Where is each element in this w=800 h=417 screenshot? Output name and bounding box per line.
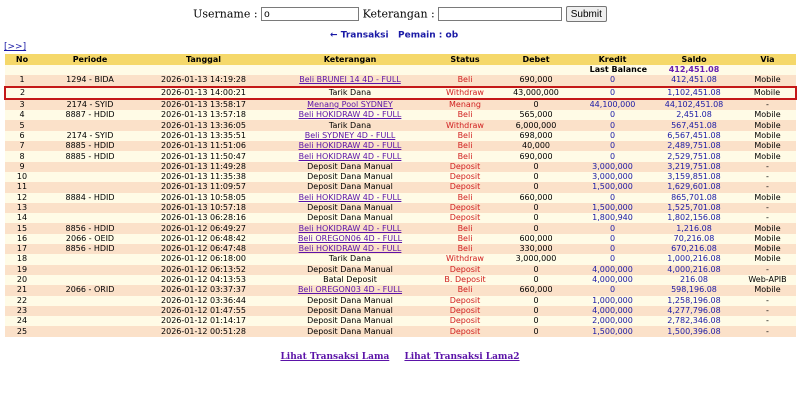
table-row [5,265,796,275]
cell-periode [39,265,141,275]
cell-status: Beli [434,110,496,120]
cell-keterangan: Deposit Dana Manual [266,172,434,182]
cell-tanggal: 2026-01-13 10:57:18 [141,203,266,213]
cell-kredit: 4,000,000 [576,306,649,316]
table-row [5,120,796,130]
cell-saldo: 567,451.08 [649,120,739,130]
cell-saldo: 4,277,796.08 [649,306,739,316]
cell-periode [39,203,141,213]
cell-keterangan-link[interactable]: Beli SYDNEY 4D - FULL [266,131,434,141]
cell-periode: 2066 - ORID [39,285,141,295]
cell-no: 2 [5,87,39,99]
cell-debet: 0 [496,316,576,326]
cell-debet: 0 [496,306,576,316]
cell-status: Deposit [434,182,496,192]
cell-saldo: 1,000,216.08 [649,254,739,264]
cell-kredit: 1,500,000 [576,326,649,336]
table-row [5,326,796,336]
cell-no: 13 [5,203,39,213]
cell-periode [39,306,141,316]
column-header: Kredit [576,54,649,65]
cell-debet: 660,000 [496,193,576,203]
cell-saldo: 3,159,851.08 [649,172,739,182]
table-row [5,244,796,254]
cell-via: Mobile [739,110,796,120]
cell-status: Deposit [434,316,496,326]
expand-link[interactable]: [>>] [4,42,27,52]
cell-tanggal: 2026-01-12 06:13:52 [141,265,266,275]
cell-periode: 2174 - SYID [39,99,141,110]
cell-status: Beli [434,75,496,86]
cell-status: Beli [434,234,496,244]
cell-tanggal: 2026-01-13 06:28:16 [141,213,266,223]
cell-no: 22 [5,296,39,306]
cell-kredit: 1,000,000 [576,296,649,306]
cell-status: Deposit [434,326,496,336]
table-row [5,172,796,182]
cell-tanggal: 2026-01-12 06:18:00 [141,254,266,264]
keterangan-input[interactable] [438,7,562,21]
cell-debet: 3,000,000 [496,254,576,264]
cell-debet: 690,000 [496,151,576,161]
cell-tanggal: 2026-01-13 13:36:05 [141,120,266,130]
cell-no: 17 [5,244,39,254]
cell-via: - [739,306,796,316]
cell-tanggal: 2026-01-13 14:19:28 [141,75,266,86]
cell-no: 24 [5,316,39,326]
cell-tanggal: 2026-01-12 06:47:48 [141,244,266,254]
table-row [5,75,796,86]
table-row [5,306,796,316]
cell-periode [39,326,141,336]
cell-status: Withdraw [434,254,496,264]
submit-button[interactable]: Submit [566,6,607,22]
cell-keterangan-link[interactable]: Beli HOKIDRAW 4D - FULL [266,223,434,233]
table-row [5,99,796,110]
cell-debet: 698,000 [496,131,576,141]
cell-status: Beli [434,285,496,295]
cell-no: 15 [5,223,39,233]
cell-periode [39,254,141,264]
cell-saldo: 598,196.08 [649,285,739,295]
last-balance-row [5,65,796,75]
cell-debet: 0 [496,203,576,213]
column-header: Tanggal [141,54,266,65]
cell-periode [39,87,141,99]
cell-no: 12 [5,193,39,203]
cell-tanggal: 2026-01-13 10:58:05 [141,193,266,203]
cell-periode: 8856 - HDID [39,223,141,233]
cell-saldo: 1,802,156.08 [649,213,739,223]
cell-kredit: 44,100,000 [576,99,649,110]
username-label: Username : [193,7,258,21]
cell-keterangan: Tarik Dana [266,120,434,130]
cell-saldo: 70,216.08 [649,234,739,244]
cell-kredit: 3,000,000 [576,172,649,182]
cell-via: - [739,296,796,306]
cell-saldo: 3,219,751.08 [649,162,739,172]
column-header: Status [434,54,496,65]
cell-status: Deposit [434,213,496,223]
cell-saldo: 44,102,451.08 [649,99,739,110]
search-form [0,6,800,22]
cell-via: - [739,162,796,172]
cell-tanggal: 2026-01-12 01:14:17 [141,316,266,326]
keterangan-label: Keterangan : [362,7,435,21]
table-row [5,285,796,295]
cell-periode [39,120,141,130]
cell-via: - [739,316,796,326]
cell-saldo: 1,500,396.08 [649,326,739,336]
cell-keterangan-link[interactable]: Beli OREGON06 4D - FULL [266,234,434,244]
cell-kredit: 2,000,000 [576,316,649,326]
cell-keterangan: Deposit Dana Manual [266,306,434,316]
cell-debet: 43,000,000 [496,87,576,99]
redacted-block [461,30,503,40]
cell-keterangan: Deposit Dana Manual [266,203,434,213]
arrow-left-icon: ← [330,30,338,41]
table-row [5,223,796,233]
table-row [5,131,796,141]
cell-saldo: 1,525,701.08 [649,203,739,213]
cell-periode [39,162,141,172]
cell-kredit: 0 [576,151,649,161]
cell-saldo: 1,102,451.08 [649,87,739,99]
table-row [5,254,796,264]
cell-via: Mobile [739,151,796,161]
cell-keterangan-link[interactable]: Beli HOKIDRAW 4D - FULL [266,244,434,254]
cell-debet: 330,000 [496,244,576,254]
cell-periode: 8885 - HDID [39,151,141,161]
table-caption [330,30,503,41]
cell-via: - [739,172,796,182]
cell-kredit: 0 [576,234,649,244]
cell-keterangan-link[interactable]: Beli HOKIDRAW 4D - FULL [266,193,434,203]
cell-tanggal: 2026-01-13 11:49:28 [141,162,266,172]
cell-kredit: 0 [576,223,649,233]
caption-pemain: Pemain : ob [398,30,459,41]
cell-keterangan-link[interactable]: Menang Pool SYDNEY [266,99,434,110]
cell-kredit: 4,000,000 [576,265,649,275]
cell-no: 23 [5,306,39,316]
cell-status: Deposit [434,265,496,275]
cell-periode: 2066 - OEID [39,234,141,244]
column-header: Via [739,54,796,65]
cell-kredit: 1,500,000 [576,182,649,192]
cell-periode [39,296,141,306]
cell-status: Beli [434,244,496,254]
cell-no: 16 [5,234,39,244]
cell-tanggal: 2026-01-12 00:51:28 [141,326,266,336]
cell-via: Mobile [739,223,796,233]
cell-via: Mobile [739,87,796,99]
cell-tanggal: 2026-01-13 14:00:21 [141,87,266,99]
cell-via: - [739,265,796,275]
cell-via: - [739,99,796,110]
cell-no: 3 [5,99,39,110]
cell-tanggal: 2026-01-13 13:35:51 [141,131,266,141]
cell-periode [39,172,141,182]
table-row [5,162,796,172]
cell-keterangan: Deposit Dana Manual [266,326,434,336]
caption-transaksi: Transaksi [340,30,389,41]
cell-tanggal: 2026-01-12 06:49:27 [141,223,266,233]
table-row [5,213,796,223]
cell-tanggal: 2026-01-13 11:35:38 [141,172,266,182]
table-row [5,141,796,151]
cell-saldo: 1,216.08 [649,223,739,233]
cell-periode: 2174 - SYID [39,131,141,141]
cell-status: Deposit [434,162,496,172]
lihat-transaksi-lama-link[interactable]: Lihat Transaksi Lama [280,352,390,362]
cell-via: Mobile [739,254,796,264]
table-header [5,54,796,65]
cell-kredit: 0 [576,254,649,264]
lihat-transaksi-lama2-link[interactable]: Lihat Transaksi Lama2 [404,352,520,362]
cell-debet: 600,000 [496,234,576,244]
cell-tanggal: 2026-01-12 03:36:44 [141,296,266,306]
cell-kredit: 4,000,000 [576,275,649,285]
cell-no: 14 [5,213,39,223]
cell-status: Deposit [434,172,496,182]
table-row [5,87,796,99]
cell-periode [39,316,141,326]
cell-via: Mobile [739,120,796,130]
cell-via: Mobile [739,75,796,86]
cell-no: 20 [5,275,39,285]
cell-status: Withdraw [434,120,496,130]
cell-saldo: 2,451.08 [649,110,739,120]
cell-keterangan: Deposit Dana Manual [266,162,434,172]
cell-no: 11 [5,182,39,192]
column-header: No [5,54,39,65]
cell-via: Mobile [739,193,796,203]
cell-saldo: 1,258,196.08 [649,296,739,306]
cell-status: Beli [434,141,496,151]
cell-kredit: 0 [576,285,649,295]
cell-no: 8 [5,151,39,161]
footer-links [0,352,800,362]
cell-kredit: 1,800,940 [576,213,649,223]
cell-kredit: 0 [576,75,649,86]
cell-via: Web-APIB [739,275,796,285]
cell-debet: 0 [496,182,576,192]
cell-no: 25 [5,326,39,336]
cell-no: 4 [5,110,39,120]
cell-kredit: 3,000,000 [576,162,649,172]
cell-debet: 6,000,000 [496,120,576,130]
cell-tanggal: 2026-01-13 13:57:18 [141,110,266,120]
cell-kredit: 0 [576,141,649,151]
cell-saldo: 216.08 [649,275,739,285]
cell-no: 5 [5,120,39,130]
table-row [5,193,796,203]
table-row [5,275,796,285]
cell-saldo: 2,529,751.08 [649,151,739,161]
cell-keterangan: Tarik Dana [266,87,434,99]
cell-debet: 0 [496,265,576,275]
cell-kredit: 0 [576,110,649,120]
cell-keterangan-link[interactable]: Beli HOKIDRAW 4D - FULL [266,151,434,161]
transaction-table [4,54,797,337]
cell-periode: 8885 - HDID [39,141,141,151]
table-row [5,110,796,120]
cell-status: Deposit [434,203,496,213]
cell-tanggal: 2026-01-12 03:37:37 [141,285,266,295]
cell-keterangan: Deposit Dana Manual [266,316,434,326]
cell-status: Beli [434,151,496,161]
cell-debet: 660,000 [496,285,576,295]
cell-status: B. Deposit [434,275,496,285]
cell-keterangan: Batal Deposit [266,275,434,285]
cell-debet: 0 [496,296,576,306]
cell-debet: 40,000 [496,141,576,151]
cell-no: 19 [5,265,39,275]
cell-periode [39,275,141,285]
cell-keterangan-link[interactable]: Beli OREGON03 4D - FULL [266,285,434,295]
cell-periode [39,213,141,223]
cell-no: 10 [5,172,39,182]
cell-tanggal: 2026-01-12 06:48:42 [141,234,266,244]
cell-status: Beli [434,131,496,141]
cell-debet: 0 [496,275,576,285]
cell-kredit: 0 [576,120,649,130]
last-balance-label: Last Balance [5,65,649,75]
cell-no: 18 [5,254,39,264]
cell-debet: 0 [496,99,576,110]
table-row [5,234,796,244]
cell-saldo: 6,567,451.08 [649,131,739,141]
cell-keterangan: Deposit Dana Manual [266,182,434,192]
cell-saldo: 670,216.08 [649,244,739,254]
cell-keterangan-link[interactable]: Beli HOKIDRAW 4D - FULL [266,141,434,151]
cell-no: 7 [5,141,39,151]
cell-tanggal: 2026-01-13 11:09:57 [141,182,266,192]
cell-via: Mobile [739,131,796,141]
cell-debet: 0 [496,213,576,223]
cell-debet: 690,000 [496,75,576,86]
last-balance-value: 412,451.08 [649,65,739,75]
cell-kredit: 0 [576,244,649,254]
cell-via: - [739,326,796,336]
cell-tanggal: 2026-01-12 04:13:53 [141,275,266,285]
cell-keterangan: Deposit Dana Manual [266,213,434,223]
cell-kredit: 0 [576,131,649,141]
cell-periode: 8856 - HDID [39,244,141,254]
cell-no: 21 [5,285,39,295]
cell-saldo: 865,701.08 [649,193,739,203]
cell-saldo: 2,782,346.08 [649,316,739,326]
cell-debet: 0 [496,326,576,336]
cell-no: 6 [5,131,39,141]
cell-via: Mobile [739,234,796,244]
table-row [5,203,796,213]
cell-kredit: 0 [576,193,649,203]
table-row [5,182,796,192]
cell-status: Menang [434,99,496,110]
cell-periode: 8884 - HDID [39,193,141,203]
cell-status: Beli [434,223,496,233]
cell-status: Beli [434,193,496,203]
cell-saldo: 2,489,751.08 [649,141,739,151]
cell-via: - [739,182,796,192]
column-header: Debet [496,54,576,65]
cell-status: Deposit [434,296,496,306]
cell-via: Mobile [739,285,796,295]
cell-tanggal: 2026-01-13 11:50:47 [141,151,266,161]
cell-via: - [739,213,796,223]
cell-saldo: 1,629,601.08 [649,182,739,192]
cell-debet: 565,000 [496,110,576,120]
cell-keterangan: Deposit Dana Manual [266,296,434,306]
cell-via: Mobile [739,141,796,151]
cell-keterangan: Deposit Dana Manual [266,265,434,275]
column-header: Periode [39,54,141,65]
cell-status: Withdraw [434,87,496,99]
cell-no: 1 [5,75,39,86]
cell-debet: 0 [496,172,576,182]
username-input[interactable] [261,7,359,21]
cell-periode: 1294 - BIDA [39,75,141,86]
cell-tanggal: 2026-01-13 11:51:06 [141,141,266,151]
cell-via: - [739,203,796,213]
cell-tanggal: 2026-01-13 13:58:17 [141,99,266,110]
cell-saldo: 412,451.08 [649,75,739,86]
table-row [5,296,796,306]
cell-saldo: 4,000,216.08 [649,265,739,275]
table-row [5,151,796,161]
cell-status: Deposit [434,306,496,316]
cell-tanggal: 2026-01-12 01:47:55 [141,306,266,316]
cell-periode [39,182,141,192]
cell-periode: 8887 - HDID [39,110,141,120]
cell-via: Mobile [739,244,796,254]
cell-keterangan: Tarik Dana [266,254,434,264]
column-header: Saldo [649,54,739,65]
cell-kredit: 0 [576,87,649,99]
cell-no: 9 [5,162,39,172]
cell-debet: 0 [496,223,576,233]
cell-keterangan-link[interactable]: Beli BRUNEI 14 4D - FULL [266,75,434,86]
table-row [5,316,796,326]
column-header: Keterangan [266,54,434,65]
cell-debet: 0 [496,162,576,172]
cell-kredit: 1,500,000 [576,203,649,213]
cell-keterangan-link[interactable]: Beli HOKIDRAW 4D - FULL [266,110,434,120]
